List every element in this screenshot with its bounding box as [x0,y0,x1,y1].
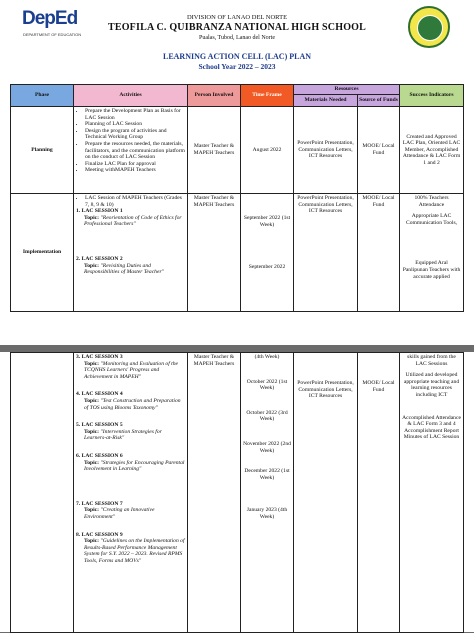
col-phase: Phase [11,85,74,107]
phase-continued [11,353,74,633]
session-2-title: 2. LAC SESSION 2 [76,255,123,262]
implementation-materials: PowerPoint Presentation, Communication Letters, ICT Resources [294,194,358,312]
time-january: January 2023 (4th Week) [246,507,288,520]
deped-logo-subtext: DEPARTMENT OF EDUCATION [23,32,82,37]
success-resources: Utilized and developed appropriate teaching and learning resources including ICT [403,372,460,398]
session-1-title: 1. LAC SESSION 1 [76,208,123,215]
topic-label: Topic: [84,262,100,269]
materials-continued: PowerPoint Presentation, Communication Letters, ICT Resources [294,353,358,633]
table-row [11,353,464,633]
document-page-2 [0,352,474,632]
implementation-activities [74,194,188,312]
col-person: Person Involved [188,85,241,107]
planning-materials: PowerPoint Presentation, Communication Letters, ICT Resources [294,107,358,194]
plan-title: LEARNING ACTION CELL (LAC) PLAN [162,52,312,61]
time-continued [241,353,294,633]
school-address: Pualas, Tubod, Lanao del Norte [199,35,275,41]
school-name: TEOFILA C. QUIBRANZA NATIONAL HIGH SCHOOL [107,22,367,33]
phase-implementation: Implementation [11,194,74,312]
time-session-2: September 2022 [248,264,286,271]
funds-continued: MOOE/ Local Fund [358,353,400,633]
lac-plan-table-continued [10,352,464,633]
session-5-topic: "Intervention Strategies for Learners-at-Risk" [84,428,162,442]
list-item: • Planning of LAC Session [85,121,185,128]
col-activities: Activities [74,85,188,107]
session-2-topic: "Revisiting Duties and Responsibilities of Master Teacher" [84,262,164,276]
school-year: School Year 2022 – 2023 [198,62,276,71]
success-reports: Accomplished Attendance & LAC Form 3 and 4 Accomplishment Report Minutes of LAC Session [402,414,461,441]
implementation-funds: MOOE/ Local Fund [358,194,400,312]
planning-funds: MOOE/ Local Fund [358,107,400,194]
planning-time: August 2022 [241,107,294,194]
time-december: December 2022 (1st Week) [244,468,290,481]
session-7-topic: "Creating an Innovative Environment" [84,507,155,520]
implementation-time [241,194,294,312]
person-continued: Master Teacher & MAPEH Teachers [188,353,241,633]
list-item: • Design the program of activities and Technical Working Group [85,128,185,141]
phase-planning: Planning [11,107,74,194]
sessions-continued: 3. LAC SESSION 3 Topic: "Monitoring and Evaluation of the TCQNHS Learners' Progress and Achievement in MAPEH" 4. LAC SESSION 4 Topic: "Test Construction and Preparation of TOS using Blooms Taxonomy" 5. LAC SESSION 5 Topic: "Intervention Strategies for Learners-at-Risk" 6. LAC SESSION 6 Topic: "Strategies for Encouraging Parental Involvement in Learning" 7. LAC SESSION 7 Topic: "Creating an Innovative Environment" 8. LAC SESSION 9 Topic: "Guidelines on the Implementation of Results-Based Performance Management System for S.Y. 2022 – 2023. Revised RPMS Tools, Forms and MOVs" [74,353,188,633]
time-october-1st: October 2022 (1st Week) [246,378,288,392]
table-row [11,194,464,312]
planning-success: Created and Approved LAC Plan, Oriented LAC Member, Accomplished Attendance & LAC Form 1 and 2 [400,107,464,194]
lac-plan-table [10,84,464,312]
time-november: November 2022 (2nd Week) [243,440,291,454]
session-4-topic: "Test Construction and Preparation of TOS using Blooms Taxonomy" [84,397,181,411]
list-item: • LAC Session of MAPEH Teachers (Grades 7, 8, 9 & 10) [85,195,185,208]
time-october-3rd: October 2022 (3rd Week) [246,409,288,423]
planning-person: Master Teacher & MAPEH Teachers [188,107,241,194]
success-skills: skills gained from the LAC Sessions [407,354,456,367]
implementation-person: Master Teacher & MAPEH Teachers [188,194,241,312]
session-3-topic: "Monitoring and Evaluation of the TCQNHS Learners' Progress and Achievement in MAPEH" [84,360,178,380]
planning-activities [74,107,188,194]
session-6-title: 6. LAC SESSION 6 [76,452,123,459]
session-3-title: 3. LAC SESSION 3 [76,354,123,360]
session-7-title: 7. LAC SESSION 7 [76,500,123,507]
time-session-1: September 2022 (1st Week) [243,215,291,228]
col-materials: Materials Needed [294,95,358,107]
table-row [11,107,464,194]
col-time: Time Frame [241,85,294,107]
session-9-topic: "Guidelines on the Implementation of Results-Based Performance Management System for S.Y. 2022 – 2023. Revised RPMS Tools, Forms and MOVs" [84,538,185,564]
division-name: DIVISION OF LANAO DEL NORTE [186,14,288,21]
list-item: • Prepare the Development Plan as Basis for LAC Session [85,108,185,121]
session-1-topic: "Reorientation of Code of Ethics for Professional Teachers" [84,214,182,228]
session-4-title: 4. LAC SESSION 4 [76,391,123,398]
implementation-success [400,194,464,312]
success-equipped: Equipped Aral Panlipunan Teachers with accurate applied [402,260,461,280]
list-item: • Meeting withMAPEH Teachers [85,167,185,174]
deped-logo-text: DepEd [22,8,78,29]
list-item: • Prepare the resources needed, the materials, facilitators, and the communication platform on the conduct of LAC Session [85,141,185,161]
success-attendance: 100% Teachers Attendance [414,195,449,208]
session-9-title: 8. LAC SESSION 9 [76,531,123,538]
col-resources: Resources [294,85,400,95]
list-item: • Finalize LAC Plan for approval [85,161,185,168]
success-tools: Appropriate LAC Communication Tools, [405,213,458,226]
topic-label: Topic: [84,214,100,221]
col-success: Success Indicators [400,85,464,107]
session-6-topic: "Strategies for Encouraging Parental Involvement in Learning" [84,459,185,473]
activity-list [76,108,185,174]
success-continued [400,353,464,633]
time-4th-week: (4th Week) [254,354,280,360]
session-5-title: 5. LAC SESSION 5 [76,422,123,429]
col-funds: Source of Funds [358,95,400,107]
